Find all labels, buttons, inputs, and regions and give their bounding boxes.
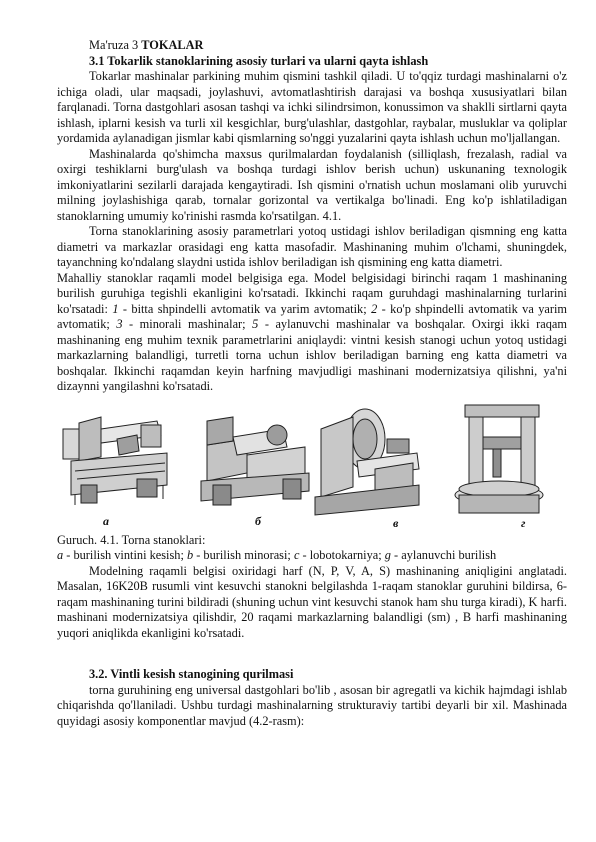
type-number-3: 3: [116, 317, 123, 331]
figure-label-b: б: [255, 513, 261, 528]
paragraph-2: Mashinalarda qo'shimcha maxsus qurilmalardan foydalanish (silliqlash, frezalash, radial va oxirgi teshiklarni burg'ulash va boshqa turdagi ishlov berish uchun) uskunaning texnologik imkoniyatlarini sezilarli darajada kengaytiradi. Ish qismini o'rnatish uchun moslamani olib yuruvchi milning joylashishiga qarab, tornalar gorizontal va vertikalga bo'linadi. Eng ko'p ishlatiladigan stanoklarning umumiy ko'rinishi rasmda ko'rsatilgan. 4.1.: [57, 146, 567, 223]
paragraph-3: Torna stanoklarining asosiy parametrlari yotoq ustidagi ishlov beriladigan qismning eng katta diametri va markazlar orasidagi eng katta masofadir. Mashinaning muhim o'lchami, shuningdek, tayanchning ko'ndalang slaydni ustida ishlov beriladigan ish qismining eng katta diametri.: [57, 224, 567, 269]
lathe-vertical-drawing: [455, 405, 543, 513]
legend-text-g: - aylanuvchi burilish: [390, 548, 497, 562]
lathe-illustrations: [57, 399, 567, 531]
legend-key-g: g: [384, 548, 391, 562]
paragraph-4-rest: - aylanuvchi mashinalar va boshqalar. Oxirgi ikki raqam mashinaning eng muhim texnik parametrlarini aniqlaydi: vintni kesish stanogi uchun yotoq ustidagi markazlarning balandligi, turretli torna uchun ishlov beriladigan barning eng katta diametri va boshqalar. Ikkinchi raqamdan keyin harfning mavjudligi mashinani modernizatsiya qilishni, ya'ni dizaynni yangilashni ko'rsatadi.: [57, 317, 567, 393]
legend-key-a: a: [57, 548, 64, 562]
legend-text-c: - lobotokarniya;: [299, 548, 385, 562]
lecture-title: TOKALAR: [141, 38, 204, 52]
lecture-prefix: Ma'ruza 3: [89, 38, 142, 52]
legend-key-c: c: [293, 548, 300, 562]
legend-text-a: - burilish vintini kesish;: [63, 548, 187, 562]
legend-text-b: - burilish minorasi;: [193, 548, 294, 562]
lathe-screw-cutting-drawing: [63, 417, 167, 505]
figure-label-v: в: [393, 515, 399, 530]
lecture-title-line: [57, 38, 567, 54]
section-heading-3-1: 3.1 Tokarlik stanoklarining asosiy turlari va ularni qayta ishlash: [89, 53, 429, 68]
figure-caption: Guruch. 4.1. Torna stanoklari:: [57, 532, 206, 547]
type-number-1: 1: [112, 301, 119, 316]
lathe-faceplate-drawing: [315, 409, 419, 515]
paragraph-4: [57, 271, 567, 395]
type-number-2: 2: [371, 301, 378, 316]
paragraph-6: torna guruhining eng universal dastgohlari bo'lib , asosan bir agregatli va kichik hajmdagi ishlab chiqarishda qo'llaniladi. Ushbu turdagi mashinalarning strukturaviy tartibi deyarli bir xil. Mashinada quyidagi asosiy komponentlar mavjud (4.2-rasm):: [57, 682, 567, 728]
section-spacer: [57, 641, 567, 667]
figure-label-a: а: [103, 513, 109, 528]
legend-key-b: b: [186, 548, 194, 562]
document-page: [57, 38, 567, 729]
type-text-1: - bitta shpindelli avtomatik va yarim avtomatik;: [118, 301, 372, 316]
section-heading-3-2: 3.2. Vintli kesish stanogining qurilmasi: [89, 667, 294, 681]
lathe-figure: [57, 399, 567, 531]
figure-label-g: г: [521, 515, 526, 530]
paragraph-4-intro: Mahalliy stanoklar raqamli model belgisiga ega. Model belgisidagi birinchi raqam 1 mashinaning burilish guruhiga tegishli ekanligini ko'rsatadi. Ikkinchi raqam guruhdagi mashinalarning turlarini ko'rsatadi:: [57, 270, 567, 316]
paragraph-5: Modelning raqamli belgisi oxiridagi harf (N, P, V, A, S) mashinaning aniqligini anglatadi. Masalan, 16K20B rusumli vint kesuvchi stanokni belgilashda 1-raqam stanoklar guruhini bildirsa, 6-raqam mashinaning turini bildiradi (shuning uchun vint kesuvchi stanok ham shu turga kiradi), K harfi. mashinani modernizatsiya qilishdir, 20 raqami markazlarning balandligi (sm) , B harfi mashinaning yuqori aniqlikda ekanligini ko'rsatadi.: [57, 563, 567, 640]
type-text-2: - ko'p shpindelli avtomatik va yarim avtomatik;: [57, 301, 568, 331]
type-number-5: 5: [252, 317, 259, 331]
figure-legend: [57, 548, 567, 564]
type-text-3: - minorali mashinalar;: [122, 317, 253, 331]
paragraph-1: Tokarlar mashinalar parkining muhim qismini tashkil qiladi. U to'qqiz turdagi mashinalarni o'z ichiga oladi, ular maqsadi, joylashuvi, avtomatlashtirish darajasi va boshqa xususiyatlari bilan farqlanadi. Torna dastgohlari asosan tashqi va ichki silindrsimon, konussimon va shaklli sirtlarni qayta ishlash, iplarni kesish va turli xil kesgichlar, burg'ulashlar, dastgohlar, raybalar, musluklar va qoliplar yordamida aylanadigan jismlar kabi qismlarning so'nggi yuzalarini qayta ishlash uchun mo'ljallangan.: [57, 69, 567, 145]
lathe-turret-drawing: [201, 417, 309, 505]
